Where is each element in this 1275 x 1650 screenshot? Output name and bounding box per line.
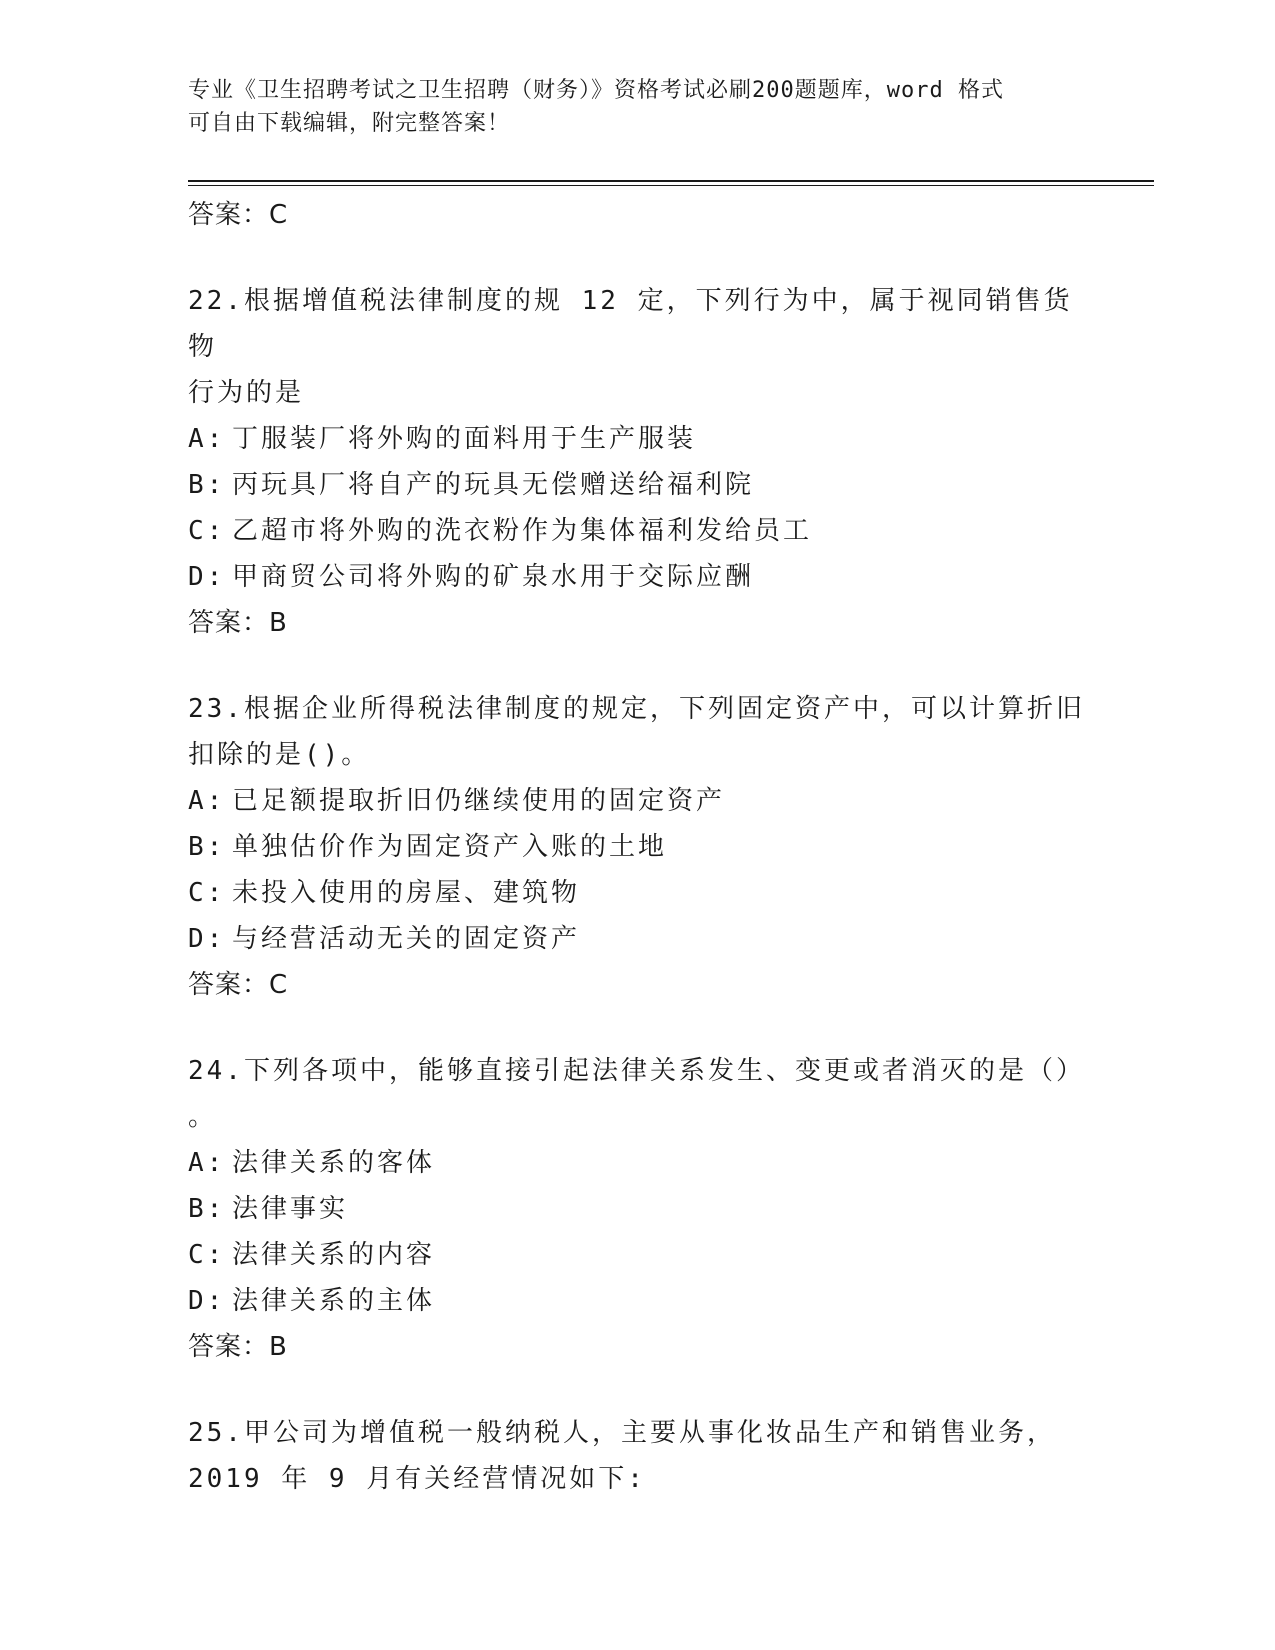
option-key: A:: [188, 786, 226, 816]
option-key: A:: [188, 424, 226, 454]
question-text: [188, 278, 1088, 416]
option-d: [188, 916, 1088, 962]
option-a: [188, 1140, 1088, 1186]
option-key: C:: [188, 516, 226, 546]
option-text: 法律关系的客体: [232, 1148, 436, 1178]
option-text: 乙超市将外购的洗衣粉作为集体福利发给员工: [232, 516, 813, 546]
option-key: A:: [188, 1148, 226, 1178]
option-d: [188, 554, 1088, 600]
option-a: [188, 416, 1088, 462]
question-text-line-1: 25.甲公司为增值税一般纳税人，主要从事化妆品生产和销售业务，: [188, 1418, 1056, 1448]
question-22: [188, 278, 1088, 646]
option-c: [188, 870, 1088, 916]
option-b: [188, 462, 1088, 508]
option-text: 甲商贸公司将外购的矿泉水用于交际应酬: [232, 562, 755, 592]
option-key: B:: [188, 832, 226, 862]
option-text: 法律关系的内容: [232, 1240, 436, 1270]
header-divider-thick: [188, 180, 1154, 182]
option-key: B:: [188, 470, 226, 500]
option-c: [188, 508, 1088, 554]
document-header: [188, 74, 1088, 140]
option-a: [188, 778, 1088, 824]
question-text-line-2: 2019 年 9 月有关经营情况如下:: [188, 1464, 646, 1494]
question-text-line-1: 22.根据增值税法律制度的规 12 定，下列行为中，属于视同销售货物: [188, 286, 1073, 362]
question-25: [188, 1410, 1088, 1502]
answer-line: 答案：C: [188, 970, 289, 1000]
option-text: 未投入使用的房屋、建筑物: [232, 878, 581, 908]
question-text: [188, 686, 1088, 778]
question-text: [188, 1048, 1088, 1140]
answer-line: 答案：B: [188, 1332, 288, 1362]
option-key: C:: [188, 878, 226, 908]
option-c: [188, 1232, 1088, 1278]
option-key: D:: [188, 924, 226, 954]
option-d: [188, 1278, 1088, 1324]
question-text: [188, 1410, 1088, 1502]
document-body: [188, 192, 1088, 1502]
option-key: D:: [188, 1286, 226, 1316]
answer-line: 答案：C: [188, 200, 289, 230]
option-key: C:: [188, 1240, 226, 1270]
question-text-line-1: 24.下列各项中，能够直接引起法律关系发生、变更或者消灭的是（）: [188, 1056, 1085, 1086]
option-key: D:: [188, 562, 226, 592]
question-text-line-1: 23.根据企业所得税法律制度的规定，下列固定资产中，可以计算折旧: [188, 694, 1085, 724]
question-24: [188, 1048, 1088, 1370]
question-text-line-2: 行为的是: [188, 378, 305, 408]
question-23: [188, 686, 1088, 1008]
option-key: B:: [188, 1194, 226, 1224]
option-text: 已足额提取折旧仍继续使用的固定资产: [232, 786, 726, 816]
question-text-line-2: 。: [188, 1102, 218, 1132]
option-text: 法律事实: [232, 1194, 349, 1224]
header-title-line-2: 可自由下载编辑，附完整答案！: [188, 111, 511, 136]
option-text: 丁服装厂将外购的面料用于生产服装: [232, 424, 697, 454]
header-title-line-1: 专业《卫生招聘考试之卫生招聘（财务）》资格考试必刷200题题库，word 格式: [188, 78, 1004, 103]
answer-line: 答案：B: [188, 608, 288, 638]
header-divider-thin: [188, 185, 1154, 186]
option-text: 丙玩具厂将自产的玩具无偿赠送给福利院: [232, 470, 755, 500]
option-b: [188, 824, 1088, 870]
option-text: 法律关系的主体: [232, 1286, 436, 1316]
option-b: [188, 1186, 1088, 1232]
question-text-line-2: 扣除的是()。: [188, 740, 371, 770]
option-text: 单独估价作为固定资产入账的土地: [232, 832, 668, 862]
option-text: 与经营活动无关的固定资产: [232, 924, 581, 954]
